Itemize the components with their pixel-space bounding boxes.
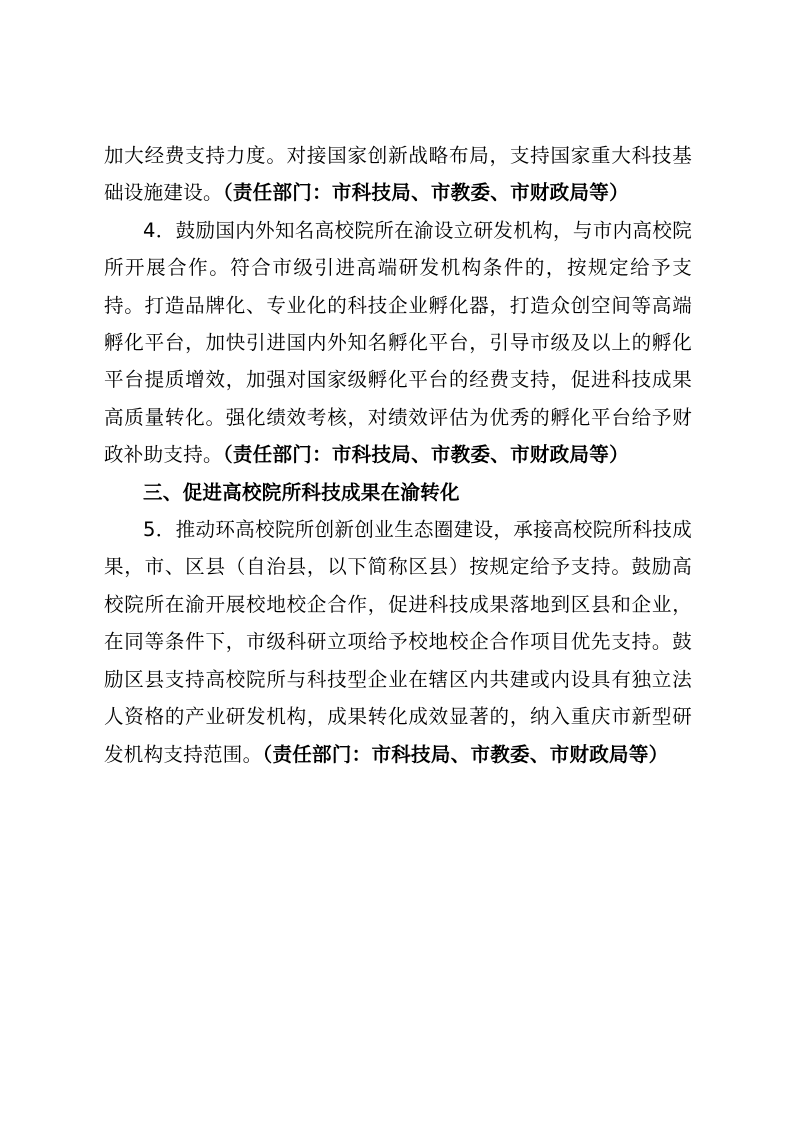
paragraph-1 <box>104 137 692 212</box>
paragraph-2-text: 4．鼓励国内外知名高校院所在渝设立研发机构，与市内高校院所开展合作。符合市级引进高端研发机构条件的，按规定给予支持。打造品牌化、专业化的科技企业孵化器，打造众创空间等高端孵化平台，加快引进国内外知名孵化平台，引导市级及以上的孵化平台提质增效，加强对国家级孵化平台的经费支持，促进科技成果高质量转化。强化绩效考核，对绩效评估为优秀的孵化平台给予财政补助支持。 <box>104 218 692 467</box>
paragraph-1-text: 加大经费支持力度。对接国家创新战略布局，支持国家重大科技基础设施建设。 <box>104 144 692 205</box>
paragraph-1-responsibility: （责任部门：市科技局、市教委、市财政局等） <box>222 181 629 205</box>
document-page <box>104 137 692 773</box>
paragraph-2-responsibility: （责任部门：市科技局、市教委、市财政局等） <box>222 443 629 467</box>
paragraph-2 <box>104 212 692 474</box>
section-heading: 三、促进高校院所科技成果在渝转化 <box>143 480 460 504</box>
paragraph-3-responsibility: （责任部门：市科技局、市教委、市财政局等） <box>262 742 669 766</box>
paragraph-3 <box>104 511 692 773</box>
paragraph-3-text: 5．推动环高校院所创新创业生态圈建设，承接高校院所科技成果，市、区县（自治县，以下简称区县）按规定给予支持。鼓励高校院所在渝开展校地校企合作，促进科技成果落地到区县和企业，在同等条件下，市级科研立项给予校地校企合作项目优先支持。鼓励区县支持高校院所与科技型企业在辖区内共建或内设具有独立法人资格的产业研发机构，成果转化成效显著的，纳入重庆市新型研发机构支持范围。 <box>104 518 692 766</box>
